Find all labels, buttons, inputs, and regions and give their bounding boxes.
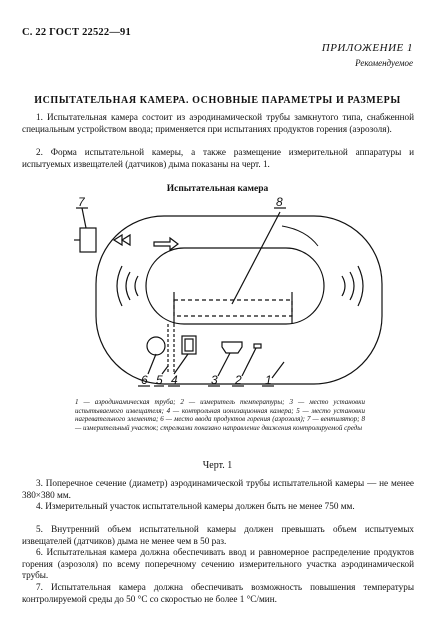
appendix-title: ПРИЛОЖЕНИЕ 1 [321, 42, 413, 54]
callout-2: 2 [235, 373, 242, 387]
paragraph-3: 3. Поперечное сечение (диаметр) аэродинамической трубы испытательной камеры — не менее 380×380 мм. [22, 478, 414, 500]
thermometer [254, 344, 261, 348]
paragraph-1: 1. Испытательная камера состоит из аэродинамической трубы замкнутого типа, снабженной специальным устройством ввода; применяется при испытаниях продуктов горения (аэрозоля). [22, 112, 414, 134]
flow-arrow [154, 238, 178, 250]
fan-icon [114, 235, 130, 245]
detector-mount [222, 342, 242, 353]
callout-6: 6 [141, 373, 148, 387]
aerosol-inlet [147, 337, 165, 355]
figure-title: Испытательная камера [166, 184, 269, 194]
paragraph-5: 5. Внутренний объем испытательной камеры должен превышать объем испытуемых извещателей (датчиков) дыма не менее чем в 50 раз. [22, 524, 414, 546]
test-chamber-diagram [22, 196, 414, 392]
callout-4: 4 [171, 373, 178, 387]
fan-housing [80, 228, 96, 252]
appendix-status: Рекомендуемое [355, 58, 413, 68]
section-heading: ИСПЫТАТЕЛЬНАЯ КАМЕРА. ОСНОВНЫЕ ПАРАМЕТРЫ И РАЗМЕРЫ [34, 95, 401, 106]
callout-8: 8 [276, 196, 283, 209]
figure-legend: 1 — аэродинамическая труба; 2 — измеритель температуры; 3 — место установки испытываемого извещателя; 4 — контрольная ионизационная камера; 5 — место установки нагревательного элемента; 6 — место ввода продуктов горения (аэрозоля); 7 — вентилятор; 8 — измерительный участок; стрелками показано направление движения контролируемой среды [75, 398, 365, 432]
paragraph-7: 7. Испытательная камера должна обеспечивать возможность повышения температуры контролируемой среды до 50 °С со скоростью не более 1 °С/мин. [22, 582, 414, 604]
paragraph-4: 4. Измерительный участок испытательной камеры должен быть не менее 750 мм. [36, 501, 355, 511]
callout-3: 3 [211, 373, 218, 387]
page-header: С. 22 ГОСТ 22522—91 [22, 27, 131, 38]
paragraph-6: 6. Испытательная камера должна обеспечивать ввод и равномерное распределение продуктов горения (аэрозоля) по всему поперечному сечению измерительного участка аэродинамической трубы. [22, 547, 414, 580]
figure-label: Черт. 1 [202, 460, 233, 471]
aero-tube-inner [146, 248, 324, 324]
callout-1: 1 [265, 373, 272, 387]
callout-5: 5 [156, 373, 163, 387]
callout-7: 7 [78, 196, 85, 209]
paragraph-2: 2. Форма испытательной камеры, а также размещение измерительной аппаратуры и испытуемых извещателей (датчиков) дыма показаны на черт. 1. [22, 147, 414, 169]
